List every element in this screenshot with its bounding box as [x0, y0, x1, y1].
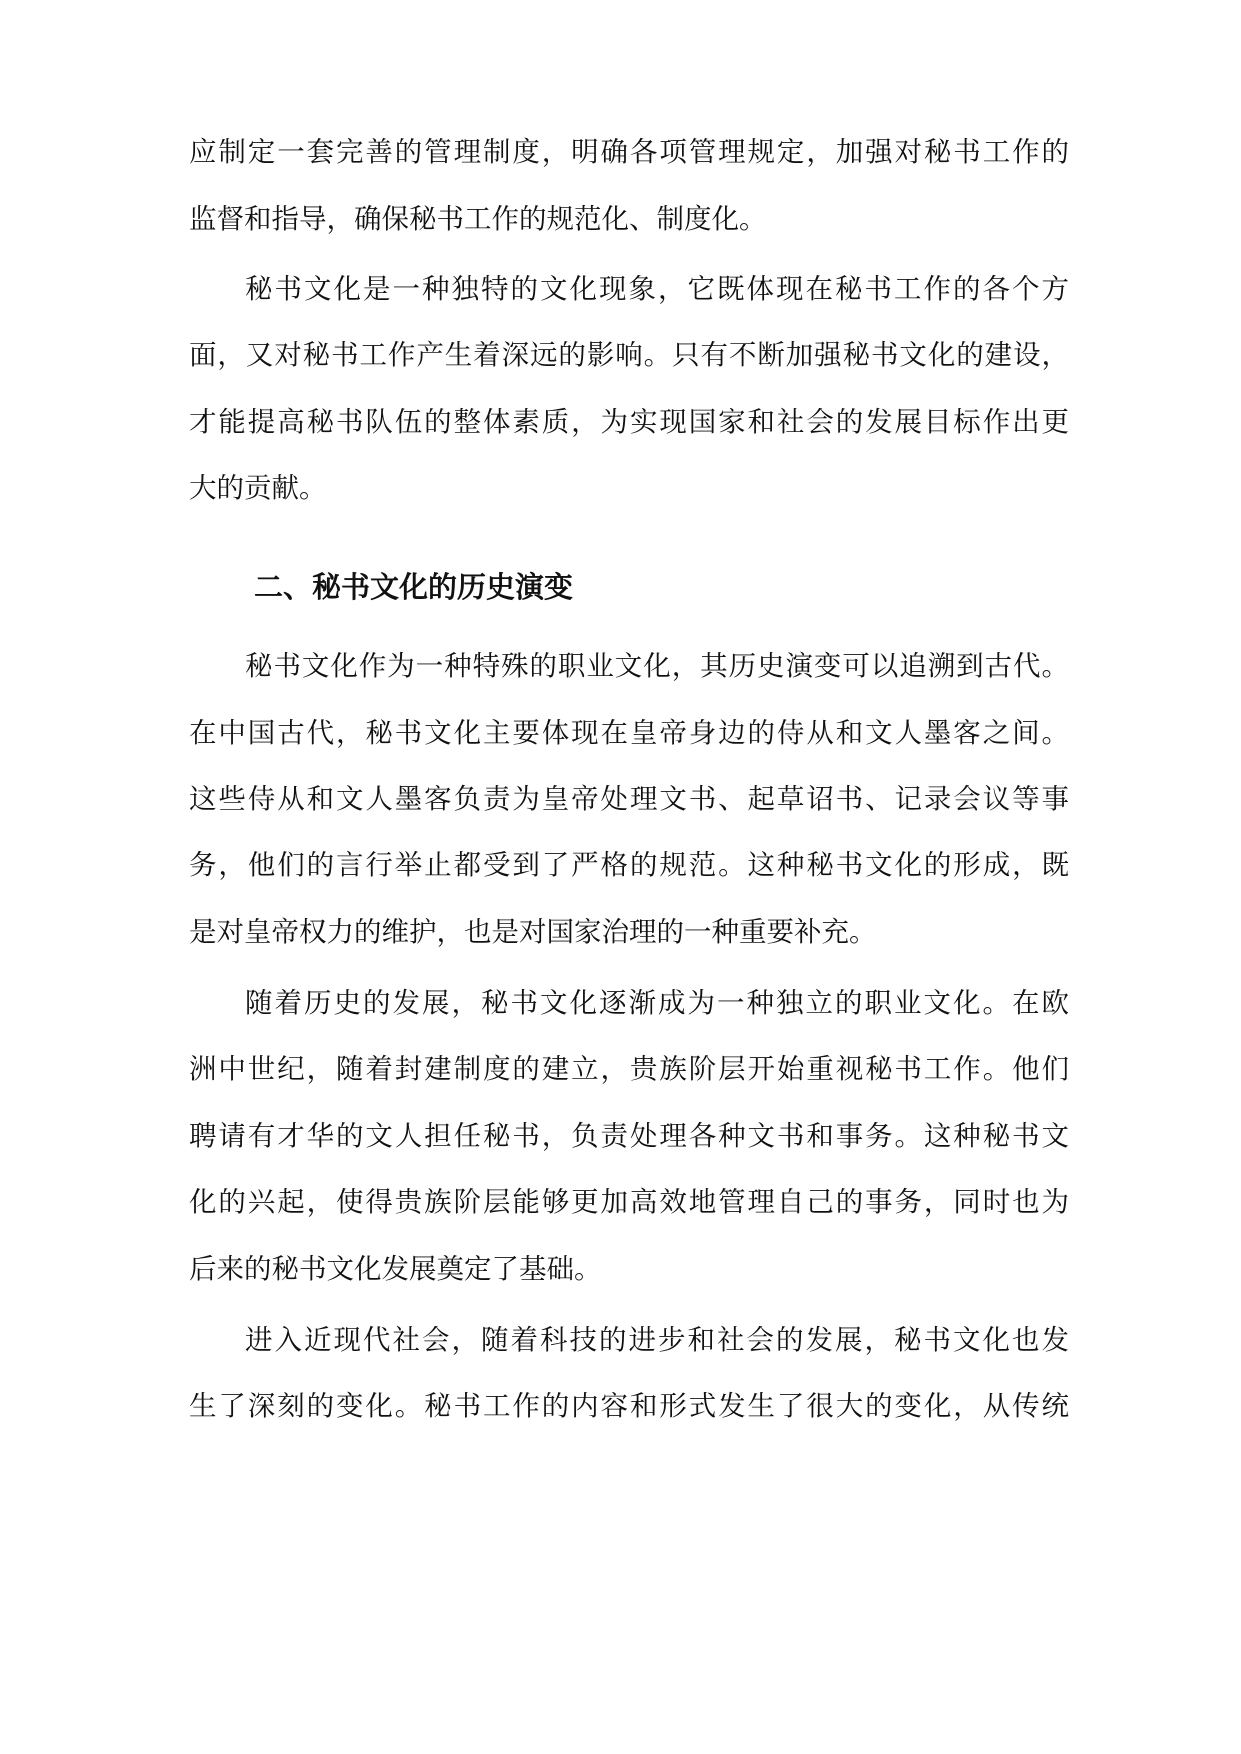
- paragraph-line: 秘书文化是一种独特的文化现象，它既体现在秘书工作的各个方: [245, 273, 1069, 305]
- paragraph-line: 生了深刻的变化。秘书工作的内容和形式发生了很大的变化，从传统: [189, 1390, 1069, 1422]
- paragraph-line: 大的贡献。: [189, 472, 327, 504]
- paragraph-line: 后来的秘书文化发展奠定了基础。: [189, 1253, 602, 1285]
- paragraph-line: 面，又对秘书工作产生着深远的影响。只有不断加强秘书文化的建设，: [189, 339, 1069, 371]
- paragraph-line: 聘请有才华的文人担任秘书，负责处理各种文书和事务。这种秘书文: [189, 1120, 1069, 1152]
- paragraph-line: 是对皇帝权力的维护，也是对国家治理的一种重要补充。: [189, 916, 877, 948]
- paragraph-line: 才能提高秘书队伍的整体素质，为实现国家和社会的发展目标作出更: [189, 406, 1069, 438]
- paragraph-line: 洲中世纪，随着封建制度的建立，贵族阶层开始重视秘书工作。他们: [189, 1053, 1069, 1085]
- paragraph-line: 化的兴起，使得贵族阶层能够更加高效地管理自己的事务，同时也为: [189, 1186, 1069, 1218]
- paragraph-line: 应制定一套完善的管理制度，明确各项管理规定，加强对秘书工作的: [189, 136, 1069, 168]
- paragraph-line: 秘书文化作为一种特殊的职业文化，其历史演变可以追溯到古代。: [245, 650, 1069, 682]
- paragraph-line: 随着历史的发展，秘书文化逐渐成为一种独立的职业文化。在欧: [245, 987, 1069, 1019]
- paragraph-line: 监督和指导，确保秘书工作的规范化、制度化。: [189, 203, 767, 235]
- paragraph-line: 在中国古代，秘书文化主要体现在皇帝身边的侍从和文人墨客之间。: [189, 717, 1069, 749]
- paragraph-line: 进入近现代社会，随着科技的进步和社会的发展，秘书文化也发: [245, 1324, 1069, 1356]
- section-heading: 二、秘书文化的历史演变: [254, 570, 574, 604]
- paragraph-line: 这些侍从和文人墨客负责为皇帝处理文书、起草诏书、记录会议等事: [189, 783, 1069, 815]
- paragraph-line: 务，他们的言行举止都受到了严格的规范。这种秘书文化的形成，既: [189, 849, 1069, 881]
